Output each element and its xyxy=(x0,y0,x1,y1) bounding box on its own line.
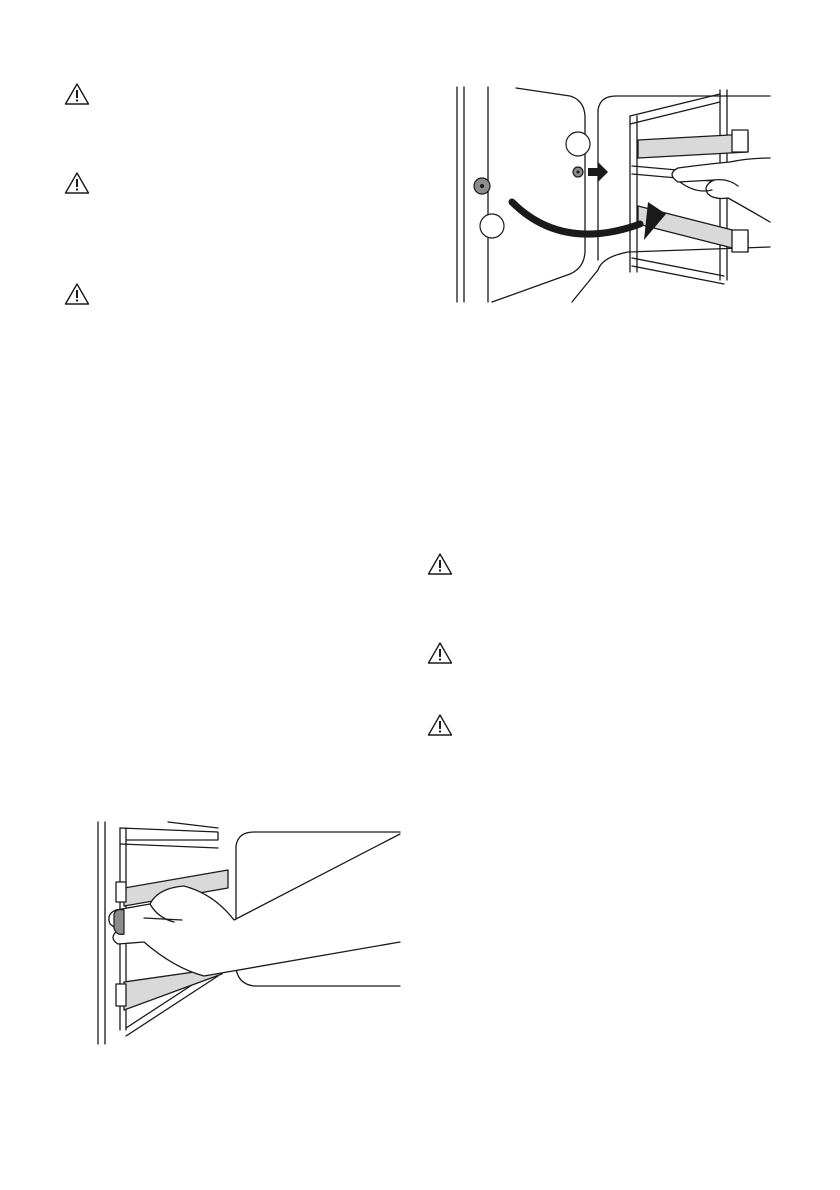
warning-triangle-icon xyxy=(64,282,90,306)
warning-triangle-icon xyxy=(427,713,453,737)
warning-triangle-icon xyxy=(64,82,90,106)
shelf-support-install-illustration xyxy=(94,818,404,1046)
warning-triangle-icon xyxy=(64,171,90,195)
warning-triangle-icon xyxy=(427,641,453,665)
shelf-support-removal-illustration xyxy=(452,82,774,304)
warning-triangle-icon xyxy=(427,552,453,576)
